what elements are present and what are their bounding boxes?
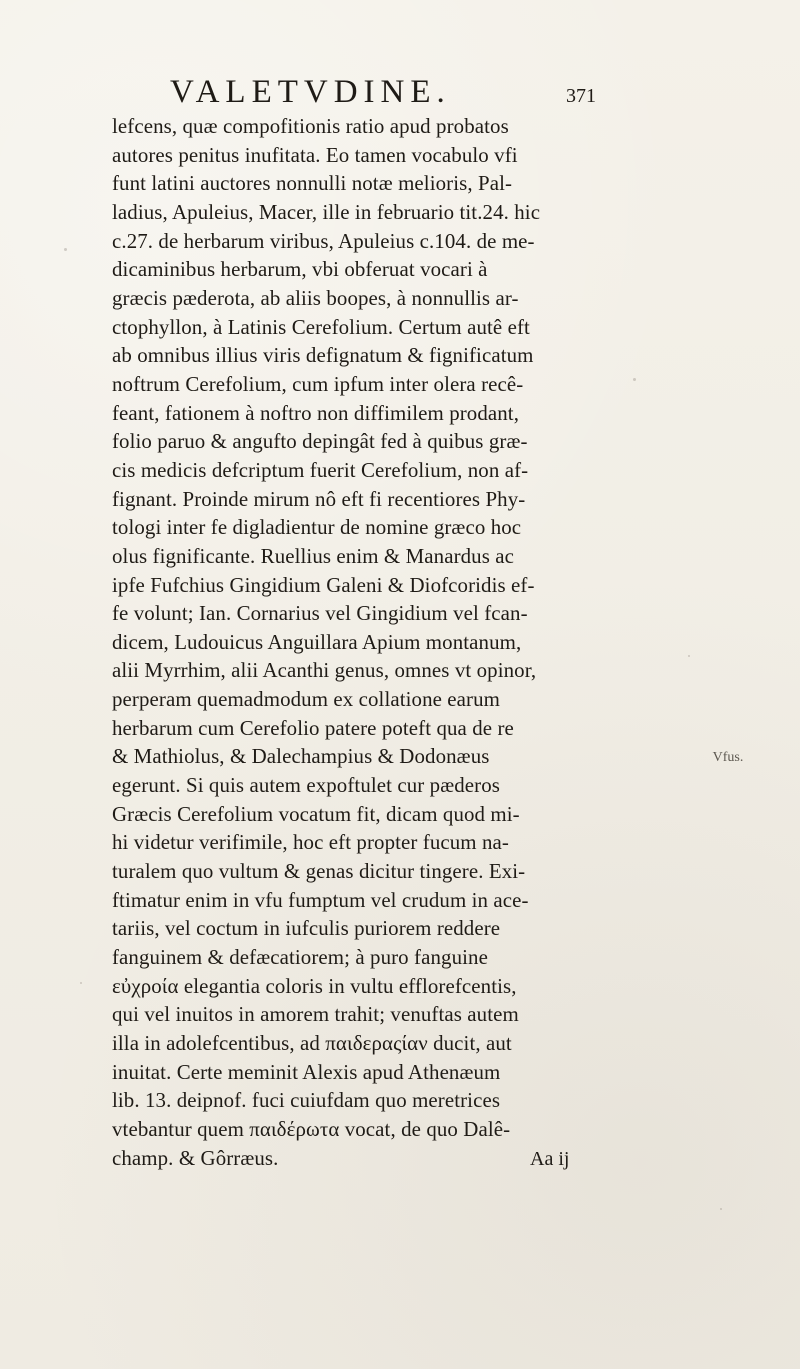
text-line: illa in adolefcentibus, ad παιδεραςίαν ducit, aut <box>112 1031 512 1055</box>
page-number: 371 <box>566 85 596 107</box>
text-line: ladius, Apuleius, Macer, ille in februario tit.24. hic <box>112 199 541 224</box>
text-line: vtebantur quem παιδέρωτα vocat, de quo Dalê- <box>112 1116 511 1141</box>
text-line: alii Myrrhim, alii Acanthi genus, omnes vt opinor, <box>112 658 537 683</box>
text-line: egerunt. Si quis autem expoftulet cur pæderos <box>112 773 500 798</box>
text-line: Græcis Cerefolium vocatum fit, dicam quod mi- <box>112 801 520 826</box>
paper-speck <box>633 378 636 381</box>
text-line: hi videtur verifimile, hoc eft propter fucum na- <box>112 830 509 855</box>
text-line: perperam quemadmodum ex collatione earum <box>112 687 501 712</box>
page-header <box>160 76 600 116</box>
text-line: tariis, vel coctum in iufculis puriorem reddere <box>112 916 501 941</box>
text-line: & Mathiolus, & Dalechampius & Dodonæus <box>112 744 490 769</box>
text-line: olus fignificante. Ruellius enim & Manardus ac <box>112 543 515 568</box>
text-line: qui vel inuitos in amorem trahit; venuftas autem <box>112 1002 519 1027</box>
text-line: cis medicis defcriptum fuerit Cerefolium, non af- <box>112 457 529 482</box>
text-line: tologi inter fe digladientur de nomine græco hoc <box>112 515 522 540</box>
text-line: lefcens, quæ compofitionis ratio apud probatos <box>112 114 509 138</box>
paper-speck <box>720 1208 722 1210</box>
text-line: dicem, Ludouicus Anguillara Apium montanum, <box>112 629 522 654</box>
body-text <box>112 112 624 1172</box>
text-line: fanguinem & defæcatiorem; à puro fanguine <box>112 945 488 970</box>
text-line: funt latini auctores nonnulli notæ melioris, Pal- <box>112 171 513 196</box>
text-line: noftrum Cerefolium, cum ipfum inter olera recê- <box>112 371 524 396</box>
catchword-signature: Aa ij <box>530 1148 570 1170</box>
text-line: ipfe Fufchius Gingidium Galeni & Diofcoridis ef- <box>112 572 535 597</box>
text-line: lib. 13. deipnof. fuci cuiufdam quo meretrices <box>112 1088 501 1113</box>
margin-note: Vfus. <box>712 750 744 765</box>
text-line: fignant. Proinde mirum nô eft fi recentiores Phy- <box>112 486 526 511</box>
text-line: græcis pæderota, ab aliis boopes, à nonnullis ar- <box>112 285 519 310</box>
text-line: fe volunt; Ian. Cornarius vel Gingidium vel fcan- <box>112 601 528 626</box>
text-line: turalem quo vultum & genas dicitur tingere. Exi- <box>112 859 526 884</box>
text-line: c.27. de herbarum viribus, Apuleius c.104. de me- <box>112 228 535 253</box>
text-line: autores penitus inufitata. Eo tamen vocabulo vfi <box>112 142 518 167</box>
running-head: VALETVDINE. <box>170 74 451 110</box>
text-line: ftimatur enim in vfu fumptum vel crudum in ace- <box>112 887 529 912</box>
paper-speck <box>688 655 690 657</box>
paper-speck <box>64 248 67 251</box>
text-line: ctophyllon, à Latinis Cerefolium. Certum autê eft <box>112 314 530 339</box>
text-line: inuitat. Certe meminit Alexis apud Athenæum <box>112 1059 501 1084</box>
text-line: dicaminibus herbarum, vbi obferuat vocari à <box>112 257 488 282</box>
text-line: εὐχροία elegantia coloris in vultu efflorefcentis, <box>112 973 517 998</box>
text-line: folio paruo & angufto depingât fed à quibus græ- <box>112 429 528 454</box>
text-line: feant, fationem à noftro non diffimilem prodant, <box>112 400 520 425</box>
paper-speck <box>80 982 82 984</box>
text-line: ab omnibus illius viris defignatum & fignificatum <box>112 343 534 368</box>
text-line: herbarum cum Cerefolio patere poteft qua de re <box>112 715 514 740</box>
text-line: champ. & Gôrræus. <box>112 1145 279 1170</box>
